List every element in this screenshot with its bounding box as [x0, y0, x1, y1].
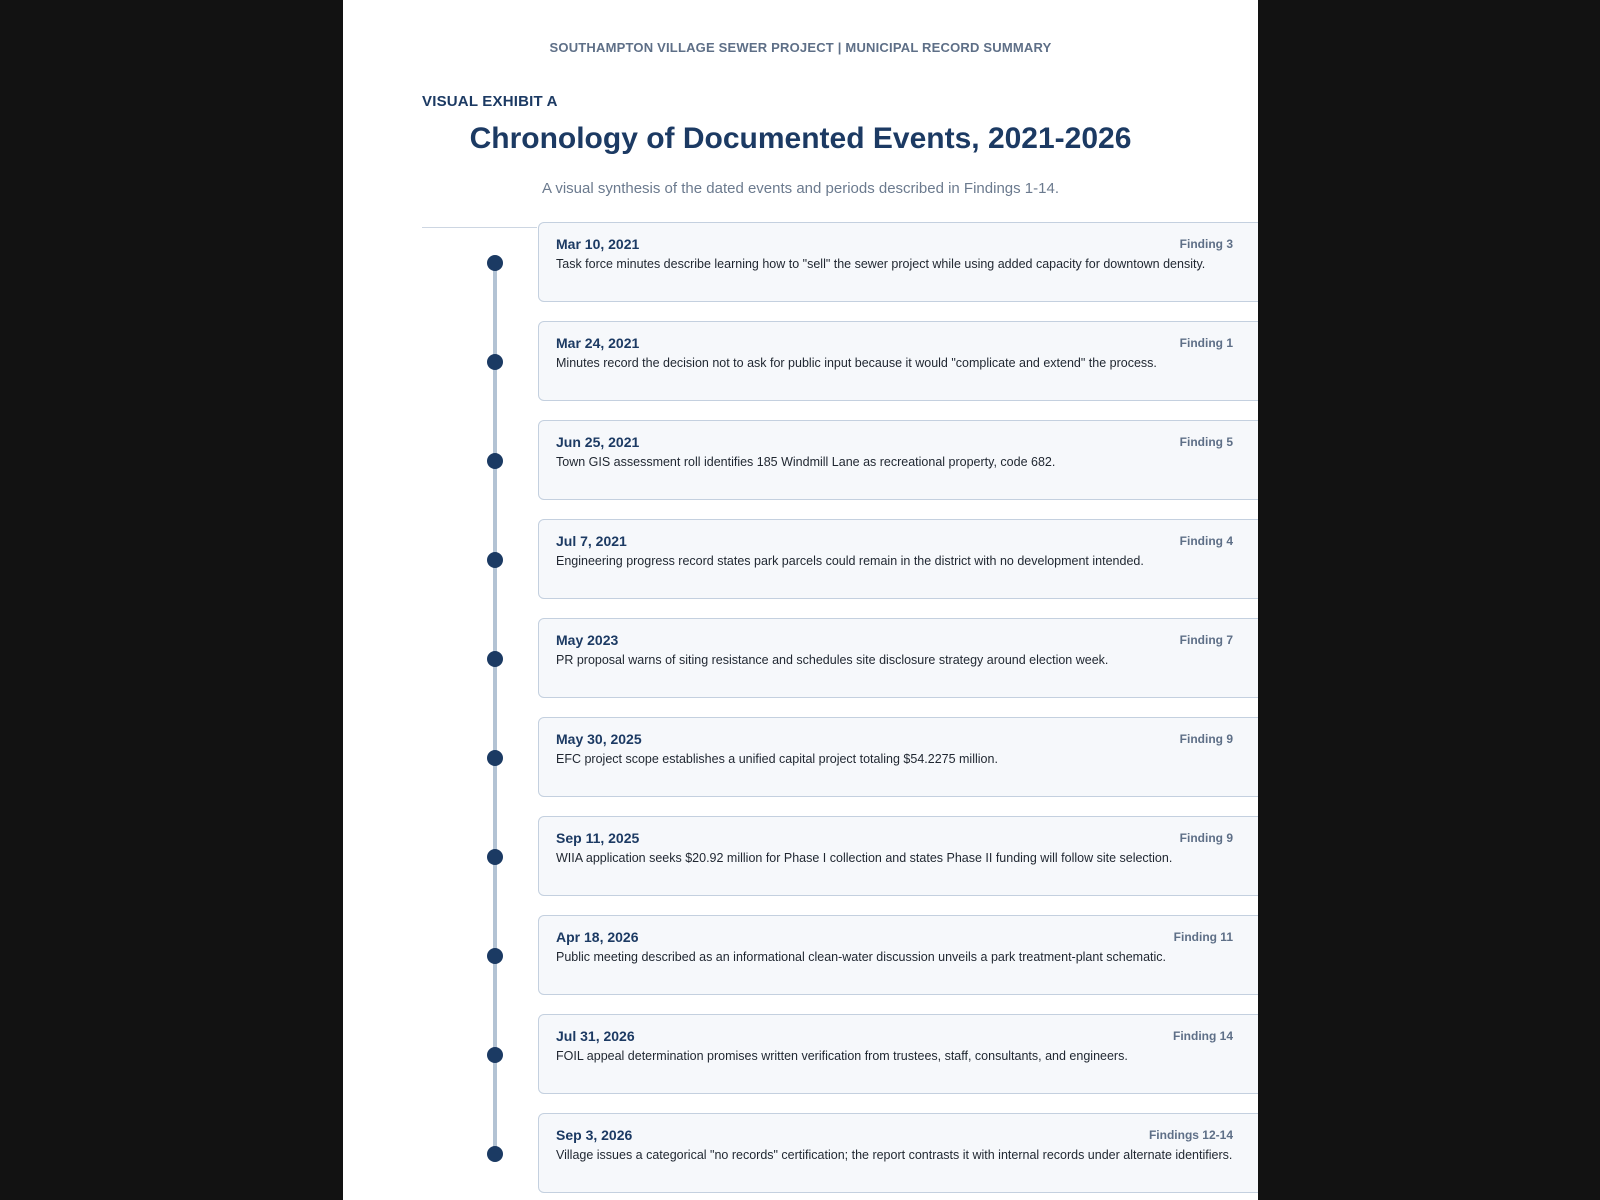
event-description: WIIA application seeks $20.92 million for Phase I collection and states Phase II funding will follow site selection. — [556, 851, 1173, 865]
timeline-dot — [487, 651, 503, 667]
event-card — [538, 618, 1258, 698]
event-finding-ref: Finding 9 — [1179, 831, 1233, 845]
timeline-event — [343, 816, 1258, 915]
timeline-event — [343, 1113, 1258, 1200]
event-card — [538, 1113, 1258, 1193]
exhibit-label: VISUAL EXHIBIT A — [422, 93, 558, 110]
timeline-dot — [487, 849, 503, 865]
event-date: Sep 3, 2026 — [556, 1127, 633, 1143]
event-date: Jul 31, 2026 — [556, 1028, 635, 1044]
timeline-dot — [487, 1146, 503, 1162]
timeline-dot — [487, 453, 503, 469]
timeline-dot — [487, 948, 503, 964]
timeline-dot — [487, 255, 503, 271]
timeline-event — [343, 618, 1258, 717]
event-date: Mar 24, 2021 — [556, 335, 640, 351]
event-date: Apr 18, 2026 — [556, 929, 639, 945]
running-head: SOUTHAMPTON VILLAGE SEWER PROJECT | MUNICIPAL RECORD SUMMARY — [549, 40, 1052, 55]
page-title: Chronology of Documented Events, 2021-2026 — [469, 122, 1132, 155]
timeline-event — [343, 321, 1258, 420]
event-date: Jul 7, 2021 — [556, 533, 627, 549]
timeline-events — [343, 222, 1258, 1200]
event-description: Public meeting described as an informational clean-water discussion unveils a park treatment-plant schematic. — [556, 950, 1167, 964]
event-card — [538, 915, 1258, 995]
timeline-dot — [487, 552, 503, 568]
event-description: PR proposal warns of siting resistance and schedules site disclosure strategy around election week. — [556, 653, 1109, 667]
event-finding-ref: Finding 4 — [1179, 534, 1233, 548]
event-date: May 2023 — [556, 632, 619, 648]
event-description: Town GIS assessment roll identifies 185 Windmill Lane as recreational property, code 682. — [556, 455, 1056, 469]
event-finding-ref: Finding 5 — [1179, 435, 1233, 449]
event-description: Task force minutes describe learning how to "sell" the sewer project while using added capacity for downtown density. — [556, 257, 1206, 271]
event-description: FOIL appeal determination promises written verification from trustees, staff, consultants, and engineers. — [556, 1049, 1128, 1063]
timeline-event — [343, 420, 1258, 519]
event-date: Mar 10, 2021 — [556, 236, 640, 252]
timeline-event — [343, 222, 1258, 321]
event-finding-ref: Findings 12-14 — [1148, 1128, 1233, 1142]
event-card — [538, 816, 1258, 896]
event-date: Sep 11, 2025 — [556, 830, 640, 846]
event-description: Engineering progress record states park parcels could remain in the district with no development intended. — [556, 554, 1144, 568]
event-finding-ref: Finding 11 — [1173, 930, 1233, 944]
event-card — [538, 519, 1258, 599]
event-finding-ref: Finding 14 — [1173, 1029, 1233, 1043]
event-date: May 30, 2025 — [556, 731, 642, 747]
event-finding-ref: Finding 3 — [1179, 237, 1233, 251]
document-page — [343, 0, 1258, 1200]
event-card — [538, 321, 1258, 401]
event-card — [538, 420, 1258, 500]
event-finding-ref: Finding 1 — [1179, 336, 1233, 350]
event-finding-ref: Finding 9 — [1179, 732, 1233, 746]
timeline-dot — [487, 354, 503, 370]
event-date: Jun 25, 2021 — [556, 434, 640, 450]
timeline-dot — [487, 1047, 503, 1063]
event-description: Minutes record the decision not to ask for public input because it would "complicate and extend" the process. — [556, 356, 1157, 370]
event-card — [538, 717, 1258, 797]
event-description: EFC project scope establishes a unified capital project totaling $54.2275 million. — [556, 752, 998, 766]
timeline-event — [343, 915, 1258, 1014]
timeline-dot — [487, 750, 503, 766]
timeline-event — [343, 1014, 1258, 1113]
event-card — [538, 222, 1258, 302]
event-finding-ref: Finding 7 — [1179, 633, 1233, 647]
event-card — [538, 1014, 1258, 1094]
page-subtitle: A visual synthesis of the dated events and periods described in Findings 1-14. — [542, 180, 1059, 197]
timeline-event — [343, 717, 1258, 816]
timeline-event — [343, 519, 1258, 618]
event-description: Village issues a categorical "no records" certification; the report contrasts it with internal records under alternate identifiers. — [556, 1148, 1233, 1162]
